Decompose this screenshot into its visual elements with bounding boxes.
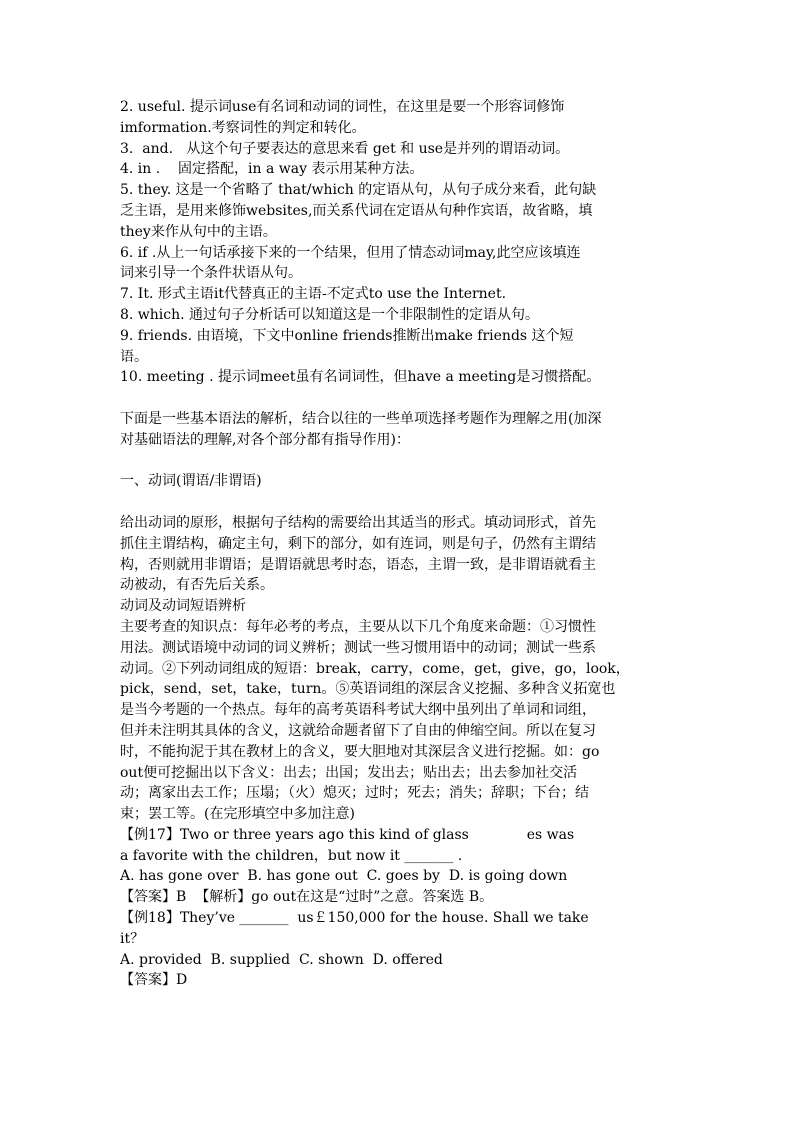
spacer	[120, 492, 680, 513]
focus-line: 主要考查的知识点：每年必考的考点，主要从以下几个角度来命题：①习惯性	[120, 618, 596, 635]
focus-line: 动词。②下列动词组成的短语：break，carry，come，get，give，go，look，	[120, 660, 630, 677]
intro-line: 下面是一些基本语法的解析，结合以往的一些单项选择考题作为理解之用(加深	[120, 410, 602, 427]
focus-paragraph	[120, 617, 680, 825]
example-options-line: A. provided B. supplied C. shown D. offered	[120, 951, 443, 968]
section-intro-line: 给出动词的原形，根据句子结构的需要给出其适当的形式。填动词形式，首先	[120, 514, 596, 531]
focus-line: out便可挖掘出以下含义：出去；出国；发出去；贴出去；出去参加社交活	[120, 764, 578, 781]
example-18	[120, 908, 680, 991]
answer-line: 5. they. 这是一个省略了 that/which 的定语从句，从句子成分来看，此句缺	[120, 182, 597, 199]
section-intro-paragraph	[120, 513, 680, 596]
answer-item-7	[120, 284, 680, 305]
example-answer-line: 【答案】B 【解析】go out在这是“过时”之意。答案选 B。	[120, 889, 494, 906]
section-intro-line: 动被动，有否先后关系。	[120, 577, 274, 594]
spacer	[120, 388, 680, 409]
focus-line: 但并未注明其具体的含义，这就给命题者留下了自由的伸缩空间。所以在复习	[120, 722, 596, 739]
answer-line: 词来引导一个条件状语从句。	[120, 265, 302, 282]
example-question-line: 【例17】Two or three years ago this kind of glass es was	[120, 826, 575, 843]
answer-item-4	[120, 159, 680, 180]
document-body	[120, 97, 680, 991]
example-17	[120, 825, 680, 908]
answer-line: 7. It. 形式主语it代替真正的主语-不定式to use the Internet.	[120, 286, 507, 303]
answer-line: 语。	[120, 348, 148, 365]
answer-item-9	[120, 326, 680, 368]
subheading: 动词及动词短语辨析	[120, 598, 246, 615]
example-answer-line: 【答案】D	[120, 972, 188, 989]
answer-line: imformation.考察词性的判定和转化。	[120, 119, 366, 136]
example-question-line: a favorite with the children，but now it _______ .	[120, 847, 463, 864]
focus-line: 用法。测试语境中动词的词义辨析；测试一些习惯用语中的动词；测试一些系	[120, 639, 596, 656]
answer-line: 4. in . 固定搭配，in a way 表示用某种方法。	[120, 161, 424, 178]
answer-item-8	[120, 305, 680, 326]
example-question-line: 【例18】They’ve _______ us￡150,000 for the house. Shall we take	[120, 910, 589, 927]
answer-line: 乏主语，是用来修饰websites,而关系代词在定语从句种作宾语，故省略，填	[120, 202, 593, 219]
intro-paragraph	[120, 409, 680, 451]
answer-item-10	[120, 367, 680, 388]
answer-line: 2. useful. 提示词use有名词和动词的词性，在这里是要一个形容词修饰	[120, 99, 565, 115]
answer-line: 6. if .从上一句话承接下来的一个结果，但用了情态动词may,此空应该填连	[120, 244, 581, 261]
answer-item-3	[120, 139, 680, 160]
focus-line: 束；罢工等。(在完形填空中多加注意)	[120, 806, 355, 823]
answer-line: 8. which. 通过句子分析话可以知道这是一个非限制性的定语从句。	[120, 306, 540, 323]
focus-line: 是当今考题的一个热点。每年的高考英语科考试大纲中虽列出了单词和词组，	[120, 702, 596, 719]
answer-line: they来作从句中的主语。	[120, 223, 277, 240]
answer-item-5	[120, 180, 680, 242]
section-intro-line: 抓住主谓结构，确定主句，剩下的部分，如有连词，则是句子，仍然有主谓结	[120, 535, 596, 552]
example-question-line: it？	[120, 930, 145, 947]
answer-line: 3. and. 从这个句子要表达的意思来看 get 和 use是并列的谓语动词。	[120, 140, 570, 157]
focus-line: 时，不能拘泥于其在教材上的含义，要大胆地对其深层含义进行挖掘。如：go	[120, 743, 600, 760]
answer-line: 9. friends. 由语境，下文中online friends推断出make friends 这个短	[120, 327, 574, 344]
section-intro-line: 构，否则就用非谓语；是谓语就思考时态，语态，主谓一致，是非谓语就看主	[120, 556, 596, 573]
focus-line: pick，send，set，take，turn。⑤英语词组的深层含义挖掘、多种含义拓宽也	[120, 681, 616, 698]
answer-line: 10. meeting . 提示词meet虽有名词词性，但have a meeting是习惯搭配。	[120, 369, 601, 386]
intro-line: 对基础语法的理解,对各个部分都有指导作用)：	[120, 431, 410, 448]
answer-item-6	[120, 243, 680, 285]
answer-item-2	[120, 97, 680, 139]
example-options-line: A. has gone over B. has gone out C. goes by D. is going down	[120, 868, 568, 885]
focus-line: 动；离家出去工作；压塌；（火）熄灭；过时；死去；消失；辞职；下台；结	[120, 785, 589, 802]
spacer	[120, 451, 680, 472]
section-heading: 一、动词(谓语/非谓语)	[120, 473, 262, 490]
